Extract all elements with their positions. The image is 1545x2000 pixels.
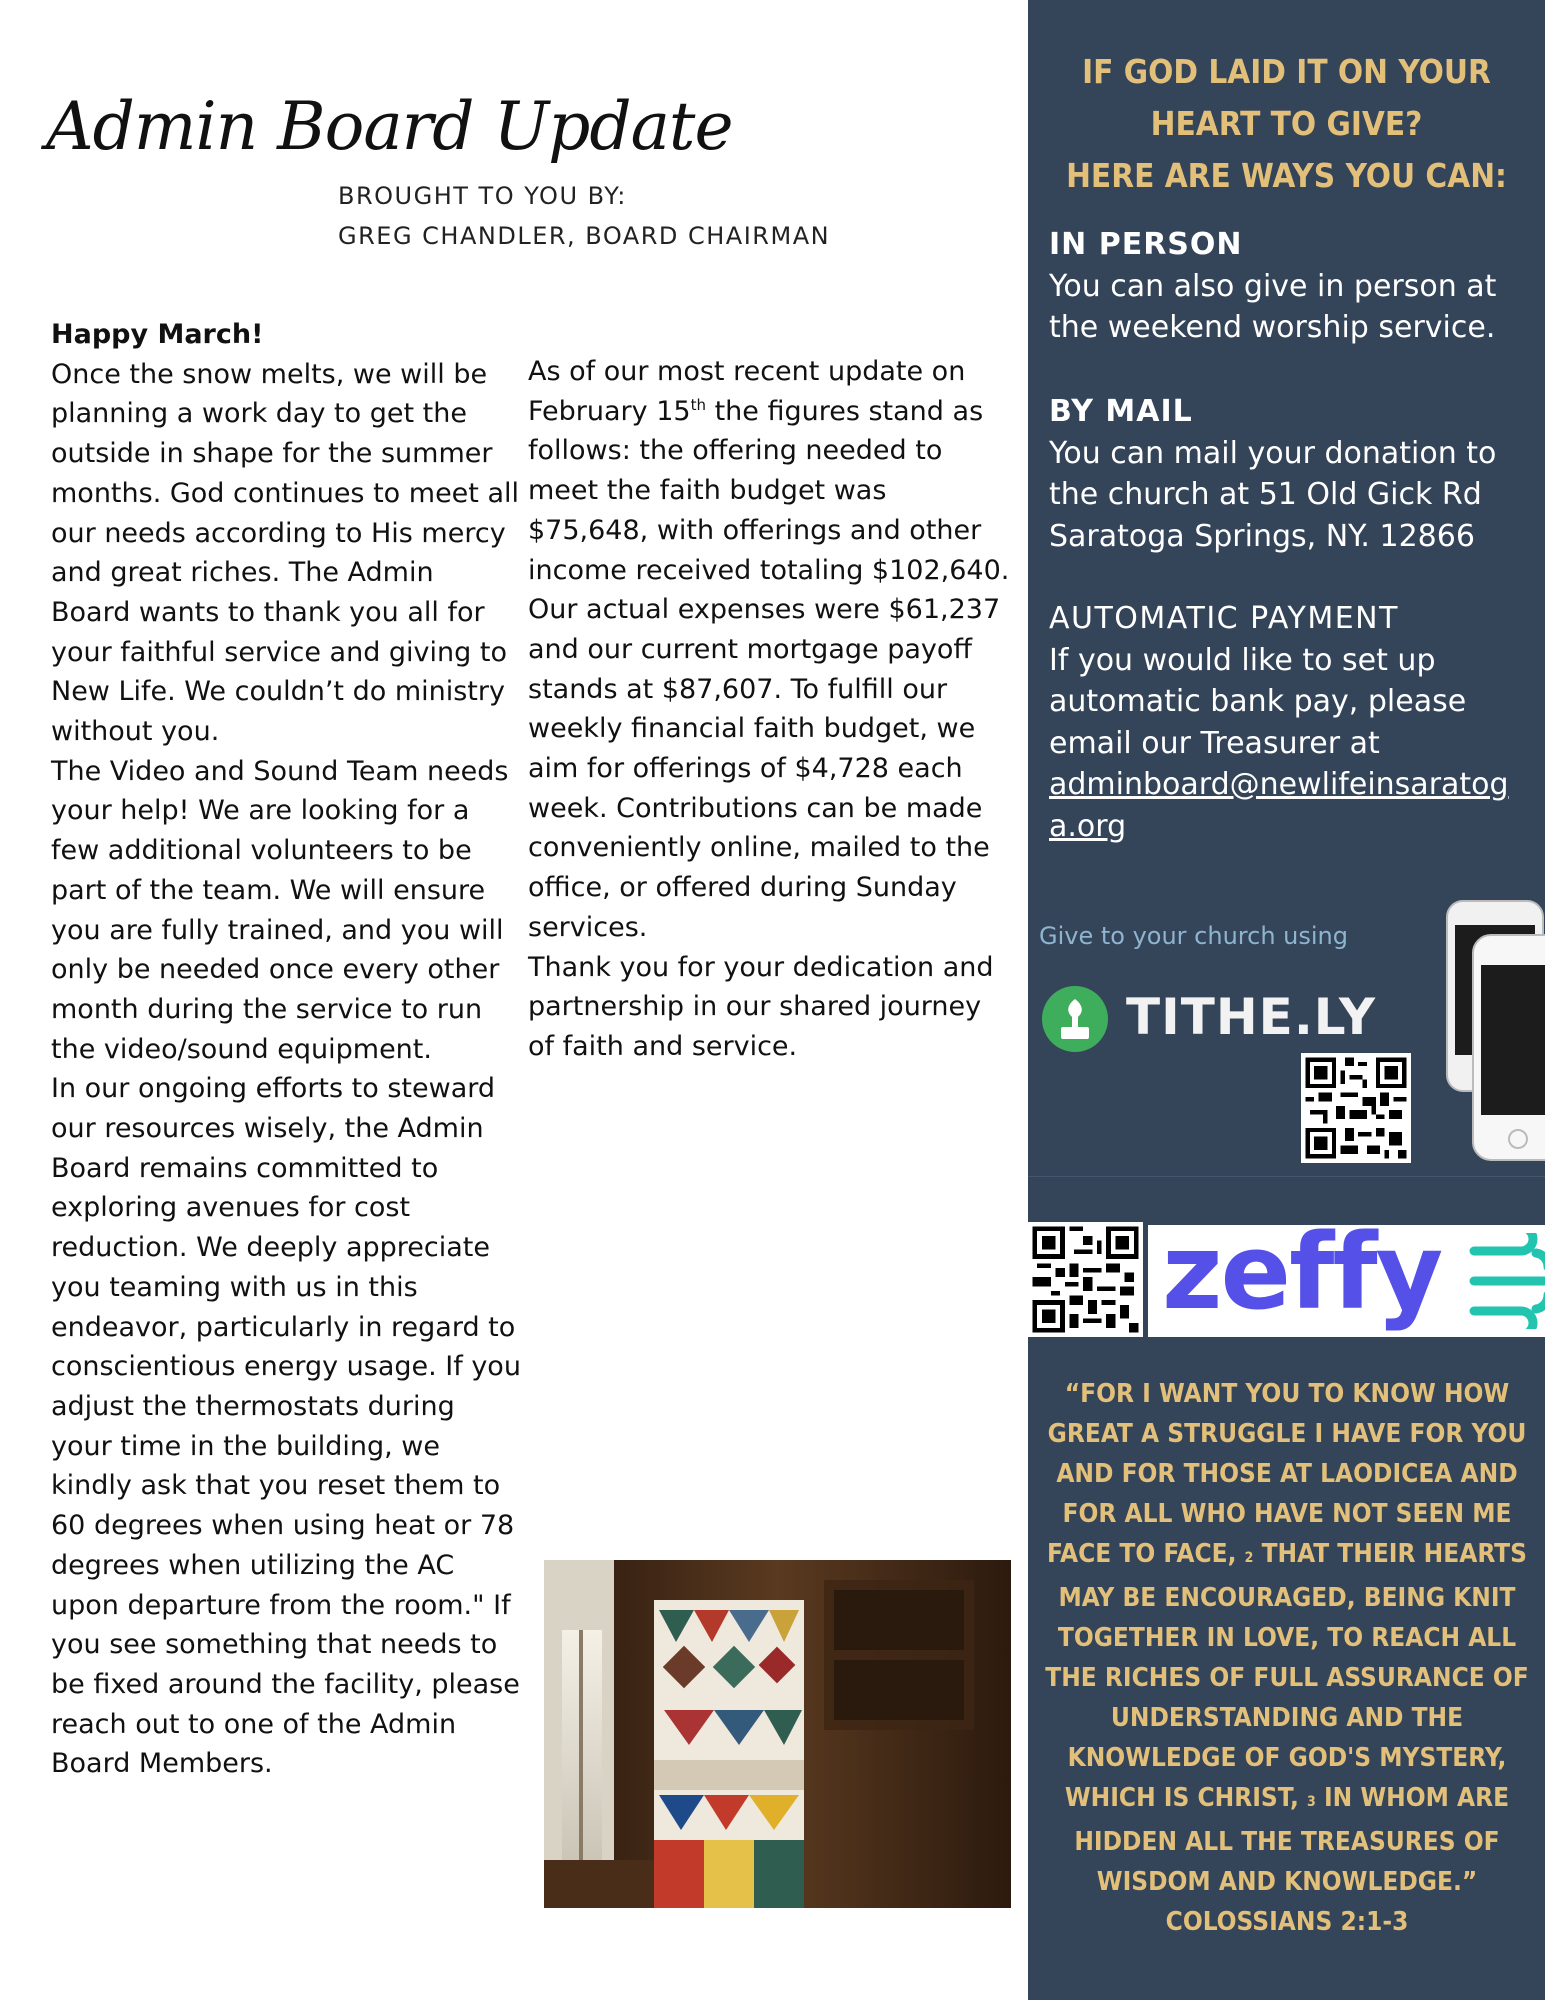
- smartphones-icon: [1411, 895, 1545, 1165]
- tithely-leaf-icon[interactable]: [1041, 985, 1109, 1053]
- section-divider: [1028, 1176, 1545, 1177]
- article-column-left: [51, 315, 521, 1784]
- by-mail-section: [1049, 391, 1529, 557]
- ordinal-suffix: th: [690, 395, 706, 414]
- in-person-text: You can also give in person at the weekend worship service.: [1049, 268, 1497, 345]
- by-mail-label: BY MAIL: [1049, 394, 1193, 429]
- verse-part-1: “FOR I WANT YOU TO KNOW HOW GREAT A STRUGGLE I HAVE FOR YOU AND FOR THOSE AT LAODICEA AND FOR ALL WHO HAVE NOT SEEN ME FACE TO FACE,: [1047, 1379, 1527, 1569]
- mail-text-line-3: Saratoga Springs, NY. 12866: [1049, 518, 1475, 554]
- mail-text-line-1: You can mail your donation to: [1049, 435, 1497, 471]
- treasurer-email-link[interactable]: adminboard@newlifeinsaratoga.org: [1049, 767, 1509, 844]
- zeffy-wave-icon: [1466, 1233, 1545, 1329]
- paragraph-cost-reduction: In our ongoing efforts to steward our resources wisely, the Admin Board remains committed to exploring avenues for cost reduction. We deeply appreciate you teaming with us in this endeavor, particularly in regard to conscientious energy usage. If you adjust the thermostats during your time in the building, we kindly ask that you reset them to 60 degrees when using heat or 78 degrees when utilizing the AC upon departure from the room." If you see something that needs to be fixed around the facility, please reach out to one of the Admin Board Members.: [51, 1073, 521, 1780]
- byline: [338, 176, 830, 256]
- zeffy-logo[interactable]: [1148, 1211, 1545, 1337]
- in-person-label: IN PERSON: [1049, 227, 1243, 262]
- giving-sidebar: [1028, 0, 1545, 2000]
- automatic-payment-section: [1049, 598, 1529, 847]
- byline-line-2: GREG CHANDLER, BOARD CHAIRMAN: [338, 222, 831, 250]
- giving-heading-line-1: IF GOD LAID IT ON YOUR: [1082, 52, 1491, 91]
- paragraph-figures: [528, 352, 1013, 948]
- automatic-payment-label: AUTOMATIC PAYMENT: [1049, 601, 1399, 636]
- greeting: Happy March!: [51, 319, 264, 350]
- zeffy-qr-code[interactable]: [1028, 1222, 1143, 1337]
- page-title: Admin Board Update: [46, 88, 733, 165]
- in-person-section: [1049, 224, 1529, 349]
- mail-text-line-2: the church at 51 Old Gick Rd: [1049, 477, 1482, 512]
- paragraph-work-day: Once the snow melts, we will be planning a work day to get the outside in shape for the summer months. God continues to meet all our needs according to His mercy and great riches. The Admin Board wants to thank you all for your faithful service and giving to New Life. We couldn’t do ministry without you.: [51, 358, 520, 748]
- tithely-qr-code[interactable]: [1301, 1053, 1411, 1163]
- giving-heading: [1028, 46, 1545, 202]
- scripture-verse: [1042, 1374, 1532, 1942]
- article-column-right: [528, 352, 1013, 1067]
- quilt-illustration: [544, 1560, 1011, 1908]
- figures-body: the figures stand as follows: the offering needed to meet the faith budget was $75,648, with offerings and other income received totaling $102,640. Our actual expenses were $61,237 and our current mortgage payoff stands at $87,607. To fulfill our weekly financial faith budget, we aim for offerings of $4,728 each week. Contributions can be made conveniently online, mailed to the office, or offered during Sunday services.: [528, 395, 1010, 943]
- verse-part-2: THAT THEIR HEARTS MAY BE ENCOURAGED, BEING KNIT TOGETHER IN LOVE, TO REACH ALL THE RICHES OF FULL ASSURANCE OF UNDERSTANDING AND THE KNOWLEDGE OF GOD'S MYSTERY, WHICH IS CHRIST,: [1045, 1539, 1529, 1813]
- verse-number-3: 3: [1307, 1794, 1316, 1810]
- paragraph-video-sound: The Video and Sound Team needs your help! We are looking for a few additional volunteers to be part of the team. We will ensure you are fully trained, and you will only be needed once every other month during the service to run the video/sound equipment.: [51, 755, 509, 1065]
- verse-number-2: 2: [1244, 1550, 1254, 1566]
- verse-part-3: IN WHOM ARE HIDDEN ALL THE TREASURES OF WISDOM AND KNOWLEDGE.”: [1074, 1783, 1510, 1897]
- tithely-wordmark[interactable]: TITHE.LY: [1126, 988, 1377, 1046]
- automatic-payment-text: If you would like to set up automatic bank pay, please email our Treasurer at: [1049, 642, 1467, 761]
- zeffy-wordmark: zeffy: [1162, 1211, 1442, 1333]
- verse-reference: COLOSSIANS 2:1-3: [1165, 1907, 1409, 1937]
- tithely-tagline: Give to your church using: [1039, 922, 1348, 950]
- byline-line-1: BROUGHT TO YOU BY:: [338, 182, 627, 210]
- giving-heading-line-2: HEART TO GIVE?: [1150, 104, 1423, 143]
- paragraph-thanks: Thank you for your dedication and partnership in our shared journey of faith and service.: [528, 951, 994, 1062]
- giving-heading-line-3: HERE ARE WAYS YOU CAN:: [1066, 156, 1507, 195]
- quilt-photo: [544, 1560, 1011, 1908]
- figures-lead: As of our most recent update on February 15: [528, 356, 966, 427]
